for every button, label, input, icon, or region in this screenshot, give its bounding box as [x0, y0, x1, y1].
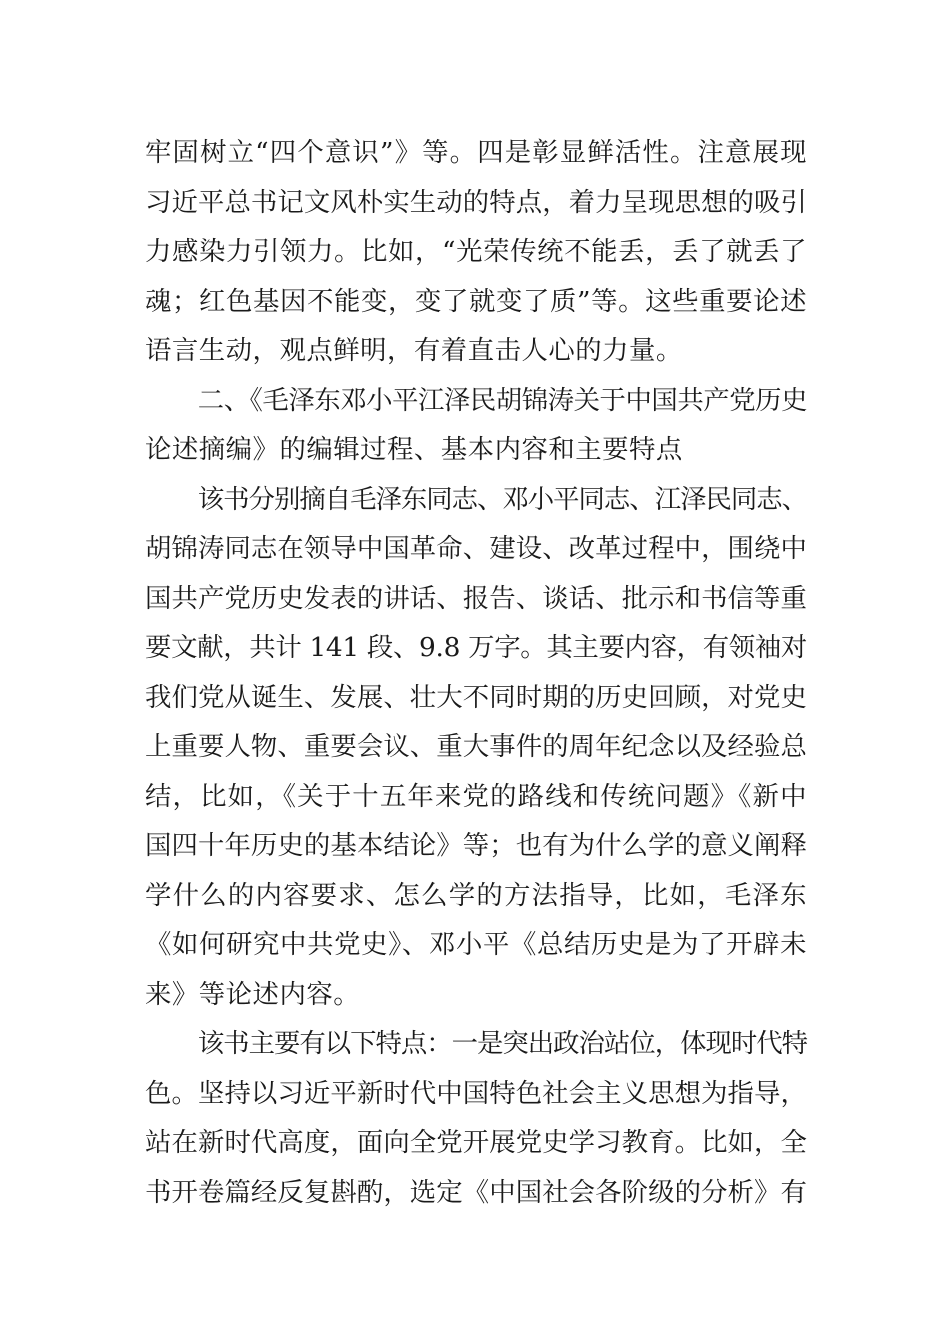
paragraph-3 — [145, 475, 807, 1020]
text-line: 来》等论述内容。 — [145, 978, 361, 1010]
text-line: 我们党从诞生、发展、壮大不同时期的历史回顾，对党史 — [145, 681, 807, 713]
text-line: 该书主要有以下特点：一是突出政治站位，体现时代特 — [197, 1028, 807, 1059]
section-heading-2 — [145, 376, 807, 475]
text-line: 该书分别摘自毛泽东同志、邓小平同志、江泽民同志、 — [197, 483, 807, 515]
text-line: 胡锦涛同志在领导中国革命、建设、改革过程中，围绕中 — [145, 533, 807, 564]
text-line: 色。坚持以习近平新时代中国特色社会主义思想为指导， — [145, 1077, 807, 1109]
text-line: 牢固树立“四个意识”》等。四是彰显鲜活性。注意展现 — [145, 137, 807, 168]
text-line: 力感染力引领力。比如，“光荣传统不能丢，丢了就丢了 — [145, 236, 807, 267]
text-line: 魂；红色基因不能变，变了就变了质”等。这些重要论述 — [145, 285, 807, 317]
document-body — [145, 128, 807, 1217]
text-line: 习近平总书记文风朴实生动的特点，着力呈现思想的吸引 — [145, 186, 807, 218]
text-line: 站在新时代高度，面向全党开展党史学习教育。比如，全 — [145, 1127, 807, 1158]
text-line: 学什么的内容要求、怎么学的方法指导，比如，毛泽东 — [145, 879, 807, 911]
text-line: 结，比如，《关于十五年来党的路线和传统问题》《新中 — [145, 780, 807, 812]
heading-line: 论述摘编》的编辑过程、基本内容和主要特点 — [145, 434, 683, 465]
text-line: 书开卷篇经反复斟酌，选定《中国社会各阶级的分析》有 — [145, 1176, 807, 1208]
text-line: 上重要人物、重要会议、重大事件的周年纪念以及经验总 — [145, 731, 807, 762]
text-line: 国四十年历史的基本结论》等；也有为什么学的意义阐释 — [145, 830, 807, 861]
paragraph-1 — [145, 128, 807, 376]
paragraph-4 — [145, 1019, 807, 1217]
text-line: 要文献，共计 141 段、9.8 万字。其主要内容，有领袖对 — [145, 632, 807, 663]
text-line: 国共产党历史发表的讲话、报告、谈话、批示和书信等重 — [145, 582, 807, 614]
text-line: 《如何研究中共党史》、邓小平《总结历史是为了开辟未 — [145, 929, 807, 960]
text-line: 语言生动，观点鲜明，有着直击人心的力量。 — [145, 335, 683, 366]
heading-line: 二、《毛泽东邓小平江泽民胡锦涛关于中国共产党历史 — [197, 384, 807, 416]
